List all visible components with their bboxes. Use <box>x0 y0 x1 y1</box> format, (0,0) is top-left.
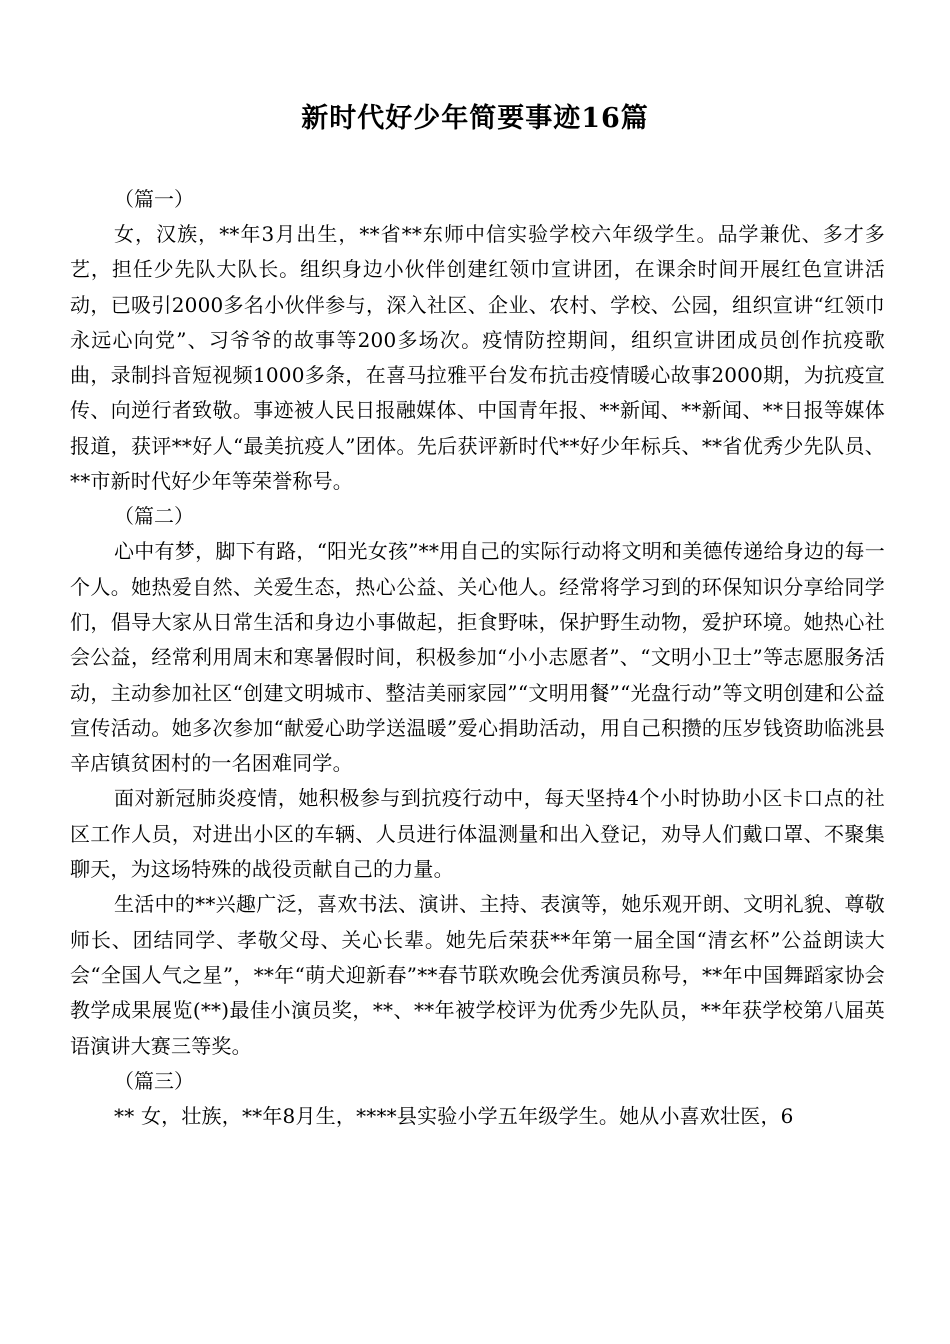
paragraph: 女，汉族，**年3月出生，**省**东师中信实验学校六年级学生。品学兼优、多才多艺，担任少先队大队长。组织身边小伙伴创建红领巾宣讲团，在课余时间开展红色宣讲活动，已吸引2000多名小伙伴参与，深入社区、企业、农村、学校、公园，组织宣讲“红领巾永远心向党”、习爷爷的故事等200多场次。疫情防控期间，组织宣讲团成员创作抗疫歌曲，录制抖音短视频1000多条，在喜马拉雅平台发布抗击疫情暖心故事2000期，为抗疫宣传、向逆行者致敬。事迹被人民日报融媒体、中国青年报、**新闻、**新闻、**日报等媒体报道，获评**好人“最美抗疫人”团体。先后获评新时代**好少年标兵、**省优秀少先队员、**市新时代好少年等荣誉称号。 <box>70 222 885 494</box>
document-title: 新时代好少年简要事迹16篇 <box>301 103 649 134</box>
paragraph: 面对新冠肺炎疫情，她积极参与到抗疫行动中，每天坚持4个小时协助小区卡口点的社区工作人员，对进出小区的车辆、人员进行体温测量和出入登记，劝导人们戴口罩、不聚集聊天，为这场特殊的战役贡献自己的力量。 <box>70 786 885 882</box>
paragraph: 心中有梦，脚下有路，“阳光女孩”**用自己的实际行动将文明和美德传递给身边的每一个人。她热爱自然、关爱生态，热心公益、关心他人。经常将学习到的环保知识分享给同学们，倡导大家从日常生活和身边小事做起，拒食野味，保护野生动物，爱护环境。她热心社会公益，经常利用周末和寒暑假时间，积极参加“小小志愿者”、“文明小卫士”等志愿服务活动，主动参加社区“创建文明城市、整洁美丽家园”“文明用餐”“光盘行动”等文明创建和公益宣传活动。她多次参加“献爱心助学送温暖”爱心捐助活动，用自己积攒的压岁钱资助临洮县辛店镇贫困村的一名困难同学。 <box>70 539 885 776</box>
paragraph: ** 女，壮族，**年8月生，****县实验小学五年级学生。她从小喜欢壮医，6 <box>114 1103 794 1128</box>
document-body <box>70 182 885 1134</box>
section-label: （篇二） <box>114 504 194 529</box>
paragraph: 生活中的**兴趣广泛，喜欢书法、演讲、主持、表演等，她乐观开朗、文明礼貌、尊敬师长、团结同学、孝敬父母、关心长辈。她先后荣获**年第一届全国“清玄杯”公益朗读大会“全国人气之星”，**年“萌犬迎新春”**春节联欢晚会优秀演员称号，**年中国舞蹈家协会教学成果展览(**)最佳小演员奖，**、**年被学校评为优秀少先队员，**年获学校第八届英语演讲大赛三等奖。 <box>70 892 885 1058</box>
section-label: （篇一） <box>114 187 194 211</box>
section-2 <box>70 499 885 1063</box>
section-3 <box>70 1064 885 1134</box>
section-1 <box>70 182 885 499</box>
section-label: （篇三） <box>114 1068 194 1093</box>
